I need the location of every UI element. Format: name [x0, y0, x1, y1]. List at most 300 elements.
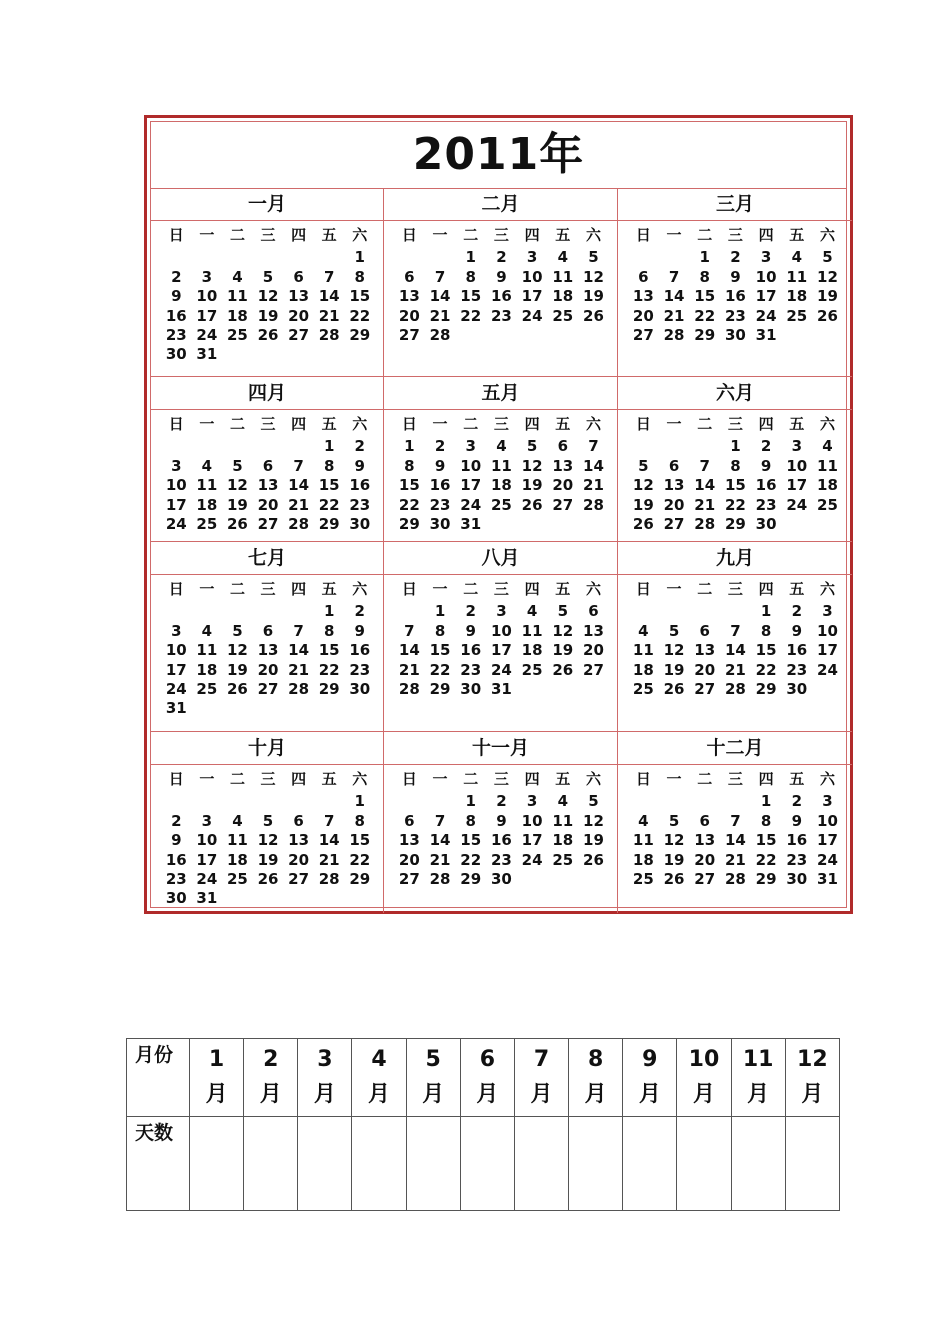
day-number: 29: [694, 325, 716, 344]
empty-day: [628, 792, 659, 811]
week-row: [161, 870, 375, 889]
weekday-label: 五: [555, 770, 571, 788]
weekday-header-row: [161, 770, 375, 789]
day-number: 13: [663, 476, 685, 495]
day-number: 2: [171, 811, 182, 830]
day-number: 24: [490, 660, 512, 679]
day-number: 20: [694, 660, 716, 679]
day-number: 23: [490, 306, 512, 325]
empty-day: [161, 602, 192, 621]
empty-day: [192, 602, 223, 621]
day-number: 10: [817, 811, 838, 830]
day-number: 24: [521, 306, 543, 325]
week-row: [628, 680, 844, 699]
empty-day: [517, 870, 548, 889]
day-number: 20: [694, 850, 716, 869]
month-day-grid: [394, 415, 609, 534]
day-number: 22: [460, 850, 482, 869]
weekday-header-row: [628, 770, 844, 789]
day-number: 14: [288, 476, 310, 495]
empty-day: [314, 699, 345, 718]
day-number: 1: [404, 437, 415, 456]
day-number: 15: [318, 641, 340, 660]
day-number: 15: [429, 641, 451, 660]
month-block: [618, 732, 852, 913]
day-number: 15: [460, 287, 482, 306]
empty-day: [283, 248, 314, 267]
day-number: 30: [490, 869, 512, 888]
day-number: 30: [786, 679, 808, 698]
weekday-label: 一: [432, 770, 448, 788]
week-row: [161, 476, 375, 495]
day-number: 1: [760, 792, 772, 811]
day-number: 5: [262, 811, 274, 830]
day-number: 6: [262, 621, 274, 640]
day-number: 5: [557, 602, 568, 621]
day-number: 1: [465, 248, 476, 267]
day-number: 11: [196, 476, 218, 495]
day-number: 6: [668, 456, 680, 475]
day-number: 17: [196, 306, 218, 325]
day-number: 20: [583, 641, 604, 660]
day-number: 25: [817, 495, 838, 514]
day-number: 20: [632, 306, 654, 325]
week-row: [161, 345, 375, 364]
day-number: 16: [786, 831, 808, 850]
day-number: 25: [227, 869, 248, 888]
weekday-label: 日: [635, 226, 651, 244]
day-number: 4: [526, 602, 538, 621]
empty-day: [192, 699, 223, 718]
day-number: 17: [165, 495, 187, 514]
empty-day: [547, 326, 578, 345]
day-number: 18: [786, 287, 808, 306]
day-number: 15: [349, 831, 371, 850]
day-number: 8: [404, 456, 415, 475]
week-row: [394, 326, 609, 345]
month-day-grid: [628, 415, 844, 534]
day-number: 22: [755, 850, 777, 869]
day-number: 9: [171, 287, 182, 306]
weekday-label: 五: [321, 415, 337, 433]
weekday-label: 三: [727, 415, 743, 433]
day-number: 16: [724, 287, 746, 306]
day-number: 28: [429, 325, 451, 344]
day-number: 11: [196, 641, 218, 660]
days-cell-7[interactable]: [514, 1117, 568, 1211]
day-number: 4: [638, 621, 649, 640]
empty-day: [578, 870, 609, 889]
month-block: [618, 377, 852, 542]
weekday-label: 三: [493, 580, 509, 598]
days-cell-8[interactable]: [569, 1117, 623, 1211]
day-number: 24: [165, 514, 187, 533]
day-number: 29: [755, 869, 777, 888]
day-number: 25: [490, 495, 512, 514]
day-number: 24: [521, 850, 543, 869]
week-row: [628, 661, 844, 680]
weekday-header-row: [161, 580, 375, 599]
empty-day: [659, 602, 690, 621]
day-number: 15: [349, 287, 371, 306]
week-row: [628, 641, 844, 660]
day-number: 25: [227, 325, 248, 344]
days-cell-5[interactable]: [406, 1117, 460, 1211]
day-number: 29: [349, 325, 371, 344]
calendar-frame: [150, 121, 847, 908]
day-number: 16: [490, 831, 512, 850]
empty-day: [425, 792, 456, 811]
empty-day: [394, 602, 425, 621]
month-day-grid: [161, 415, 375, 534]
day-number: 8: [323, 456, 335, 475]
day-number: 14: [398, 641, 420, 660]
day-number: 2: [760, 437, 772, 456]
day-number: 20: [398, 850, 420, 869]
days-cell-12[interactable]: [785, 1117, 839, 1211]
day-number: 30: [429, 514, 451, 533]
row-label-days: 天数: [127, 1117, 190, 1211]
week-row: [394, 476, 609, 495]
day-number: 28: [398, 679, 420, 698]
empty-day: [781, 515, 812, 534]
day-number: 11: [552, 811, 574, 830]
week-row: [394, 870, 609, 889]
day-number: 18: [196, 495, 218, 514]
month-name: 二月: [384, 188, 617, 221]
empty-day: [344, 345, 375, 364]
day-number: 7: [323, 267, 335, 286]
day-number: 12: [583, 267, 604, 286]
day-number: 4: [638, 811, 649, 830]
empty-day: [283, 889, 314, 908]
week-row: [628, 851, 844, 870]
day-number: 2: [496, 792, 507, 811]
day-number: 2: [171, 267, 182, 286]
day-number: 19: [583, 831, 604, 850]
day-number: 1: [434, 602, 446, 621]
day-number: 14: [724, 831, 746, 850]
empty-day: [253, 248, 284, 267]
day-number: 24: [165, 679, 187, 698]
day-number: 18: [196, 660, 218, 679]
day-number: 4: [232, 267, 243, 286]
weekday-label: 六: [352, 415, 368, 433]
day-number: 24: [817, 660, 838, 679]
day-number: 18: [552, 831, 574, 850]
weekday-label: 三: [727, 580, 743, 598]
weekday-label: 三: [727, 226, 743, 244]
week-row: [394, 792, 609, 811]
day-number: 9: [434, 456, 446, 475]
day-number: 19: [632, 495, 654, 514]
week-row: [628, 307, 844, 326]
empty-day: [720, 792, 751, 811]
day-number: 29: [398, 514, 420, 533]
empty-day: [394, 792, 425, 811]
month-header-row: [127, 1039, 840, 1117]
days-cell-10[interactable]: [677, 1117, 731, 1211]
empty-day: [517, 680, 548, 699]
weekday-label: 一: [432, 580, 448, 598]
day-number: 3: [201, 267, 213, 286]
day-number: 19: [257, 850, 279, 869]
day-number: 14: [724, 641, 746, 660]
day-number: 21: [318, 850, 340, 869]
week-row: [394, 680, 609, 699]
day-number: 22: [429, 660, 451, 679]
weekday-label: 四: [291, 580, 307, 598]
month-header-5: 5 月: [406, 1039, 460, 1117]
month-name: 三月: [618, 188, 852, 221]
empty-day: [283, 345, 314, 364]
week-row: [628, 792, 844, 811]
day-number: 15: [724, 476, 746, 495]
weekday-label: 四: [758, 415, 774, 433]
day-number: 30: [786, 869, 808, 888]
month-block: [618, 188, 852, 377]
weekday-label: 五: [555, 226, 571, 244]
day-number: 27: [288, 325, 310, 344]
day-number: 7: [293, 456, 304, 475]
day-number: 4: [791, 248, 802, 267]
day-number: 26: [257, 325, 279, 344]
weekday-label: 五: [555, 580, 571, 598]
weekday-label: 二: [697, 226, 713, 244]
day-number: 28: [318, 325, 340, 344]
empty-day: [192, 792, 223, 811]
week-row: [394, 641, 609, 660]
day-number: 4: [496, 437, 507, 456]
weekday-label: 四: [758, 580, 774, 598]
day-number: 25: [632, 869, 654, 888]
week-row: [628, 287, 844, 306]
days-cell-11[interactable]: [731, 1117, 785, 1211]
day-number: 7: [588, 437, 599, 456]
day-number: 2: [465, 602, 476, 621]
day-number: 10: [755, 267, 777, 286]
day-number: 18: [632, 660, 654, 679]
month-block: [384, 188, 618, 377]
day-number: 20: [288, 306, 310, 325]
empty-day: [628, 602, 659, 621]
days-cell-1[interactable]: [190, 1117, 244, 1211]
empty-day: [394, 248, 425, 267]
month-name: 八月: [384, 542, 617, 575]
day-number: 4: [822, 437, 833, 456]
day-number: 1: [730, 437, 741, 456]
week-row: [394, 496, 609, 515]
week-row: [394, 248, 609, 267]
month-day-grid: [628, 580, 844, 699]
day-number: 14: [663, 287, 685, 306]
day-number: 3: [526, 792, 538, 811]
day-number: 21: [318, 306, 340, 325]
weekday-label: 四: [291, 415, 307, 433]
day-number: 25: [786, 306, 808, 325]
day-number: 3: [171, 621, 182, 640]
month-name: 十一月: [384, 732, 617, 765]
day-number: 10: [165, 641, 187, 660]
day-number: 7: [434, 811, 446, 830]
weekday-label: 三: [493, 770, 509, 788]
day-number: 26: [257, 869, 279, 888]
day-number: 23: [165, 869, 187, 888]
day-number: 5: [232, 456, 243, 475]
weekday-label: 日: [401, 415, 417, 433]
day-number: 27: [552, 495, 574, 514]
week-row: [394, 515, 609, 534]
week-row: [161, 680, 375, 699]
day-number: 20: [257, 495, 279, 514]
day-number: 1: [323, 437, 335, 456]
day-number: 14: [318, 287, 340, 306]
day-number: 23: [490, 850, 512, 869]
day-number: 1: [760, 602, 772, 621]
empty-day: [314, 248, 345, 267]
weekday-label: 五: [321, 770, 337, 788]
weekday-label: 一: [666, 415, 682, 433]
day-number: 22: [349, 306, 371, 325]
day-number: 9: [465, 621, 476, 640]
day-number: 14: [288, 641, 310, 660]
day-number: 13: [257, 641, 279, 660]
empty-day: [283, 437, 314, 456]
day-number: 3: [496, 602, 507, 621]
day-number: 16: [460, 641, 482, 660]
day-number: 9: [791, 621, 802, 640]
day-number: 18: [521, 641, 543, 660]
day-number: 21: [583, 476, 604, 495]
empty-day: [253, 602, 284, 621]
day-number: 30: [349, 679, 371, 698]
empty-day: [812, 326, 843, 345]
day-number: 19: [552, 641, 574, 660]
day-number: 5: [668, 621, 680, 640]
day-number: 14: [429, 287, 451, 306]
weekday-label: 日: [635, 415, 651, 433]
day-number: 23: [349, 495, 371, 514]
day-number: 8: [465, 811, 476, 830]
weekday-label: 三: [493, 415, 509, 433]
day-number: 29: [349, 869, 371, 888]
days-cell-9[interactable]: [623, 1117, 677, 1211]
day-number: 2: [354, 602, 365, 621]
day-number: 16: [165, 850, 187, 869]
empty-day: [222, 792, 253, 811]
days-per-month-table: [126, 1038, 840, 1211]
weekday-label: 六: [585, 770, 601, 788]
day-number: 13: [398, 831, 420, 850]
calendar-2011: [144, 115, 853, 914]
weekday-label: 四: [524, 580, 540, 598]
week-row: [161, 515, 375, 534]
days-cell-3[interactable]: [298, 1117, 352, 1211]
day-number: 21: [429, 850, 451, 869]
day-number: 12: [227, 641, 248, 660]
day-number: 11: [552, 267, 574, 286]
days-cell-4[interactable]: [352, 1117, 406, 1211]
day-number: 31: [460, 514, 482, 533]
weekday-label: 四: [524, 770, 540, 788]
day-number: 4: [232, 811, 243, 830]
week-row: [394, 851, 609, 870]
week-row: [628, 515, 844, 534]
day-number: 2: [791, 602, 802, 621]
day-number: 6: [404, 811, 415, 830]
week-row: [628, 437, 844, 456]
day-number: 7: [323, 811, 335, 830]
day-number: 23: [786, 660, 808, 679]
empty-day: [253, 792, 284, 811]
day-number: 19: [227, 495, 248, 514]
empty-day: [344, 699, 375, 718]
day-number: 5: [588, 792, 599, 811]
empty-day: [253, 889, 284, 908]
weekday-label: 二: [229, 415, 245, 433]
week-row: [161, 641, 375, 660]
day-number: 9: [791, 811, 802, 830]
weekday-label: 二: [229, 226, 245, 244]
empty-day: [628, 248, 659, 267]
day-number: 26: [583, 850, 604, 869]
day-number: 24: [786, 495, 808, 514]
day-number: 15: [755, 831, 777, 850]
weekday-label: 六: [819, 770, 835, 788]
day-number: 8: [323, 621, 335, 640]
days-cell-6[interactable]: [460, 1117, 514, 1211]
day-number: 27: [583, 660, 604, 679]
day-number: 12: [817, 267, 838, 286]
day-number: 5: [262, 267, 274, 286]
day-number: 21: [663, 306, 685, 325]
day-number: 28: [583, 495, 604, 514]
day-number: 28: [663, 325, 685, 344]
empty-day: [628, 437, 659, 456]
day-number: 15: [460, 831, 482, 850]
day-number: 26: [227, 514, 248, 533]
day-number: 14: [583, 456, 604, 475]
month-name: 九月: [618, 542, 852, 575]
days-cell-2[interactable]: [244, 1117, 298, 1211]
weekday-label: 三: [260, 415, 276, 433]
weekday-label: 三: [260, 580, 276, 598]
day-number: 2: [496, 248, 507, 267]
weekday-label: 二: [463, 415, 479, 433]
empty-day: [192, 248, 223, 267]
day-number: 20: [552, 476, 574, 495]
day-number: 20: [663, 495, 685, 514]
day-number: 7: [668, 267, 680, 286]
weekday-label: 日: [168, 226, 184, 244]
week-row: [161, 287, 375, 306]
week-row: [161, 268, 375, 287]
empty-day: [253, 437, 284, 456]
week-row: [628, 812, 844, 831]
day-number: 18: [632, 850, 654, 869]
day-number: 9: [496, 811, 507, 830]
empty-day: [314, 792, 345, 811]
day-number: 8: [760, 811, 772, 830]
week-row: [161, 248, 375, 267]
day-number: 14: [694, 476, 716, 495]
empty-day: [314, 889, 345, 908]
week-row: [628, 622, 844, 641]
month-header-7: 7 月: [514, 1039, 568, 1117]
day-number: 6: [638, 267, 649, 286]
week-row: [161, 437, 375, 456]
day-number: 21: [429, 306, 451, 325]
